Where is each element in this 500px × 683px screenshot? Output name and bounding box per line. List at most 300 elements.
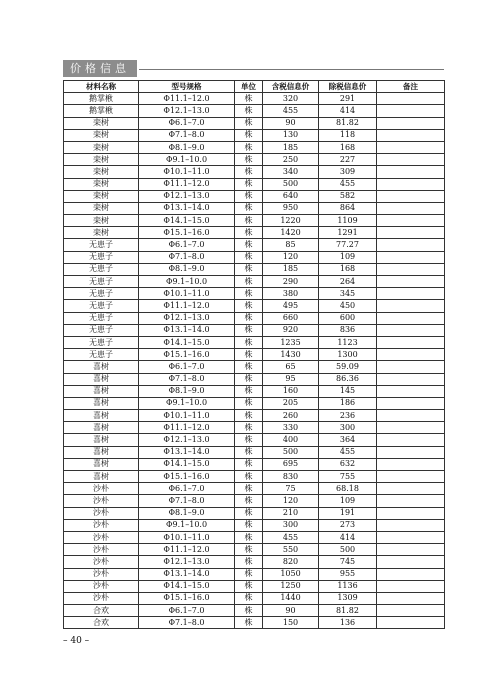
- price-excl-tax-cell: 273: [319, 519, 377, 531]
- price-excl-tax-cell: 414: [319, 531, 377, 543]
- price-incl-tax-cell: 1250: [263, 580, 319, 592]
- price-incl-tax-cell: 920: [263, 324, 319, 336]
- spec-cell: Φ11.1–12.0: [139, 300, 235, 312]
- material-name-cell: 栾树: [64, 227, 139, 239]
- spec-cell: Φ8.1–9.0: [139, 385, 235, 397]
- unit-cell: 株: [235, 324, 263, 336]
- remarks-cell: [377, 568, 445, 580]
- unit-cell: 株: [235, 617, 263, 629]
- spec-cell: Φ15.1–16.0: [139, 592, 235, 604]
- price-incl-tax-cell: 400: [263, 434, 319, 446]
- price-incl-tax-cell: 455: [263, 105, 319, 117]
- spec-cell: Φ7.1–8.0: [139, 617, 235, 629]
- price-excl-tax-cell: 168: [319, 141, 377, 153]
- table-row: [64, 556, 445, 568]
- remarks-cell: [377, 617, 445, 629]
- remarks-cell: [377, 495, 445, 507]
- remarks-cell: [377, 263, 445, 275]
- table-row: [64, 519, 445, 531]
- price-incl-tax-cell: 90: [263, 117, 319, 129]
- material-name-cell: 无患子: [64, 263, 139, 275]
- unit-cell: 株: [235, 495, 263, 507]
- remarks-cell: [377, 117, 445, 129]
- unit-cell: 株: [235, 141, 263, 153]
- price-incl-tax-cell: 640: [263, 190, 319, 202]
- price-excl-tax-cell: 264: [319, 276, 377, 288]
- unit-cell: 株: [235, 288, 263, 300]
- material-name-cell: 无患子: [64, 251, 139, 263]
- price-incl-tax-cell: 120: [263, 251, 319, 263]
- spec-cell: Φ13.1–14.0: [139, 202, 235, 214]
- spec-cell: Φ6.1–7.0: [139, 117, 235, 129]
- material-name-cell: 合欢: [64, 605, 139, 617]
- unit-cell: 株: [235, 349, 263, 361]
- table-row: [64, 422, 445, 434]
- price-excl-tax-cell: 1136: [319, 580, 377, 592]
- table-row: [64, 227, 445, 239]
- material-name-cell: 喜树: [64, 458, 139, 470]
- unit-cell: 株: [235, 251, 263, 263]
- remarks-cell: [377, 349, 445, 361]
- material-name-cell: 栾树: [64, 129, 139, 141]
- unit-cell: 株: [235, 312, 263, 324]
- price-incl-tax-cell: 210: [263, 507, 319, 519]
- table-row: [64, 215, 445, 227]
- price-incl-tax-cell: 340: [263, 166, 319, 178]
- price-incl-tax-cell: 290: [263, 276, 319, 288]
- unit-cell: 株: [235, 239, 263, 251]
- remarks-cell: [377, 202, 445, 214]
- material-name-cell: 无患子: [64, 336, 139, 348]
- table-row: [64, 312, 445, 324]
- table-row: [64, 617, 445, 629]
- unit-cell: 株: [235, 471, 263, 483]
- price-excl-tax-cell: 600: [319, 312, 377, 324]
- material-name-cell: 喜树: [64, 422, 139, 434]
- price-excl-tax-cell: 955: [319, 568, 377, 580]
- header-price-excl-tax: 除税信息价: [319, 81, 377, 93]
- price-incl-tax-cell: 550: [263, 544, 319, 556]
- price-incl-tax-cell: 160: [263, 385, 319, 397]
- unit-cell: 株: [235, 544, 263, 556]
- price-incl-tax-cell: 695: [263, 458, 319, 470]
- price-incl-tax-cell: 660: [263, 312, 319, 324]
- unit-cell: 株: [235, 215, 263, 227]
- unit-cell: 株: [235, 385, 263, 397]
- price-incl-tax-cell: 380: [263, 288, 319, 300]
- price-excl-tax-cell: 300: [319, 422, 377, 434]
- price-excl-tax-cell: 145: [319, 385, 377, 397]
- price-excl-tax-cell: 1291: [319, 227, 377, 239]
- price-excl-tax-cell: 81.82: [319, 117, 377, 129]
- price-incl-tax-cell: 185: [263, 141, 319, 153]
- spec-cell: Φ9.1–10.0: [139, 397, 235, 409]
- page-number: – 40 –: [63, 636, 90, 646]
- spec-cell: Φ6.1–7.0: [139, 361, 235, 373]
- price-excl-tax-cell: 68.18: [319, 483, 377, 495]
- table-row: [64, 373, 445, 385]
- remarks-cell: [377, 361, 445, 373]
- table-row: [64, 202, 445, 214]
- unit-cell: 株: [235, 446, 263, 458]
- price-excl-tax-cell: 81.82: [319, 605, 377, 617]
- spec-cell: Φ8.1–9.0: [139, 263, 235, 275]
- remarks-cell: [377, 336, 445, 348]
- remarks-cell: [377, 239, 445, 251]
- material-name-cell: 合欢: [64, 617, 139, 629]
- remarks-cell: [377, 519, 445, 531]
- spec-cell: Φ7.1–8.0: [139, 373, 235, 385]
- price-incl-tax-cell: 65: [263, 361, 319, 373]
- unit-cell: 株: [235, 434, 263, 446]
- remarks-cell: [377, 312, 445, 324]
- spec-cell: Φ9.1–10.0: [139, 154, 235, 166]
- spec-cell: Φ14.1–15.0: [139, 580, 235, 592]
- price-excl-tax-cell: 836: [319, 324, 377, 336]
- unit-cell: 株: [235, 93, 263, 105]
- material-name-cell: 栾树: [64, 166, 139, 178]
- price-incl-tax-cell: 1220: [263, 215, 319, 227]
- material-name-cell: 无患子: [64, 312, 139, 324]
- remarks-cell: [377, 531, 445, 543]
- material-name-cell: 栾树: [64, 215, 139, 227]
- header-spec: 型号规格: [139, 81, 235, 93]
- header-remarks: 备注: [377, 81, 445, 93]
- material-name-cell: 喜树: [64, 373, 139, 385]
- price-incl-tax-cell: 820: [263, 556, 319, 568]
- spec-cell: Φ14.1–15.0: [139, 458, 235, 470]
- unit-cell: 株: [235, 202, 263, 214]
- price-incl-tax-cell: 1440: [263, 592, 319, 604]
- spec-cell: Φ11.1–12.0: [139, 422, 235, 434]
- unit-cell: 株: [235, 568, 263, 580]
- price-incl-tax-cell: 495: [263, 300, 319, 312]
- spec-cell: Φ14.1–15.0: [139, 336, 235, 348]
- unit-cell: 株: [235, 483, 263, 495]
- price-excl-tax-cell: 59.09: [319, 361, 377, 373]
- price-incl-tax-cell: 1050: [263, 568, 319, 580]
- spec-cell: Φ13.1–14.0: [139, 446, 235, 458]
- table-row: [64, 288, 445, 300]
- table-row: [64, 276, 445, 288]
- price-excl-tax-cell: 745: [319, 556, 377, 568]
- spec-cell: Φ11.1–12.0: [139, 544, 235, 556]
- price-incl-tax-cell: 1235: [263, 336, 319, 348]
- price-excl-tax-cell: 632: [319, 458, 377, 470]
- remarks-cell: [377, 434, 445, 446]
- table-row: [64, 117, 445, 129]
- price-incl-tax-cell: 250: [263, 154, 319, 166]
- remarks-cell: [377, 324, 445, 336]
- unit-cell: 株: [235, 129, 263, 141]
- table-row: [64, 446, 445, 458]
- table-row: [64, 141, 445, 153]
- price-incl-tax-cell: 185: [263, 263, 319, 275]
- remarks-cell: [377, 93, 445, 105]
- spec-cell: Φ10.1–11.0: [139, 531, 235, 543]
- material-name-cell: 喜树: [64, 385, 139, 397]
- section-header: [63, 60, 444, 78]
- spec-cell: Φ12.1–13.0: [139, 312, 235, 324]
- spec-cell: Φ13.1–14.0: [139, 568, 235, 580]
- unit-cell: 株: [235, 605, 263, 617]
- remarks-cell: [377, 190, 445, 202]
- price-excl-tax-cell: 168: [319, 263, 377, 275]
- unit-cell: 株: [235, 300, 263, 312]
- table-row: [64, 410, 445, 422]
- remarks-cell: [377, 471, 445, 483]
- remarks-cell: [377, 446, 445, 458]
- spec-cell: Φ9.1–10.0: [139, 276, 235, 288]
- unit-cell: 株: [235, 166, 263, 178]
- remarks-cell: [377, 410, 445, 422]
- price-excl-tax-cell: 414: [319, 105, 377, 117]
- remarks-cell: [377, 397, 445, 409]
- price-excl-tax-cell: 118: [319, 129, 377, 141]
- remarks-cell: [377, 300, 445, 312]
- unit-cell: 株: [235, 190, 263, 202]
- table-row: [64, 93, 445, 105]
- table-row: [64, 349, 445, 361]
- material-name-cell: 喜树: [64, 434, 139, 446]
- spec-cell: Φ10.1–11.0: [139, 410, 235, 422]
- material-name-cell: 喜树: [64, 471, 139, 483]
- price-incl-tax-cell: 300: [263, 519, 319, 531]
- table-row: [64, 251, 445, 263]
- price-incl-tax-cell: 120: [263, 495, 319, 507]
- unit-cell: 株: [235, 422, 263, 434]
- unit-cell: 株: [235, 276, 263, 288]
- unit-cell: 株: [235, 178, 263, 190]
- table-row: [64, 471, 445, 483]
- spec-cell: Φ12.1–13.0: [139, 434, 235, 446]
- price-incl-tax-cell: 830: [263, 471, 319, 483]
- remarks-cell: [377, 580, 445, 592]
- price-excl-tax-cell: 77.27: [319, 239, 377, 251]
- unit-cell: 株: [235, 458, 263, 470]
- price-excl-tax-cell: 345: [319, 288, 377, 300]
- spec-cell: Φ6.1–7.0: [139, 483, 235, 495]
- price-excl-tax-cell: 364: [319, 434, 377, 446]
- spec-cell: Φ9.1–10.0: [139, 519, 235, 531]
- material-name-cell: 沙朴: [64, 531, 139, 543]
- material-name-cell: 栾树: [64, 202, 139, 214]
- material-name-cell: 栾树: [64, 154, 139, 166]
- table-row: [64, 592, 445, 604]
- remarks-cell: [377, 105, 445, 117]
- spec-cell: Φ12.1–13.0: [139, 190, 235, 202]
- spec-cell: Φ13.1–14.0: [139, 324, 235, 336]
- table-body: [64, 93, 445, 629]
- spec-cell: Φ7.1–8.0: [139, 129, 235, 141]
- unit-cell: 株: [235, 361, 263, 373]
- price-excl-tax-cell: 86.36: [319, 373, 377, 385]
- spec-cell: Φ14.1–15.0: [139, 215, 235, 227]
- section-divider: [139, 69, 444, 70]
- price-incl-tax-cell: 500: [263, 178, 319, 190]
- unit-cell: 株: [235, 263, 263, 275]
- table-row: [64, 507, 445, 519]
- table-row: [64, 434, 445, 446]
- table-row: [64, 263, 445, 275]
- material-name-cell: 喜树: [64, 397, 139, 409]
- unit-cell: 株: [235, 410, 263, 422]
- remarks-cell: [377, 605, 445, 617]
- material-name-cell: 沙朴: [64, 544, 139, 556]
- price-incl-tax-cell: 75: [263, 483, 319, 495]
- material-name-cell: 喜树: [64, 446, 139, 458]
- price-incl-tax-cell: 500: [263, 446, 319, 458]
- table-row: [64, 239, 445, 251]
- table-row: [64, 361, 445, 373]
- price-excl-tax-cell: 582: [319, 190, 377, 202]
- unit-cell: 株: [235, 227, 263, 239]
- header-material-name: 材料名称: [64, 81, 139, 93]
- spec-cell: Φ11.1–12.0: [139, 178, 235, 190]
- remarks-cell: [377, 166, 445, 178]
- unit-cell: 株: [235, 373, 263, 385]
- unit-cell: 株: [235, 556, 263, 568]
- material-name-cell: 沙朴: [64, 495, 139, 507]
- spec-cell: Φ8.1–9.0: [139, 507, 235, 519]
- spec-cell: Φ12.1–13.0: [139, 556, 235, 568]
- material-name-cell: 无患子: [64, 276, 139, 288]
- table-row: [64, 580, 445, 592]
- material-name-cell: 沙朴: [64, 592, 139, 604]
- price-excl-tax-cell: 291: [319, 93, 377, 105]
- material-name-cell: 沙朴: [64, 507, 139, 519]
- material-name-cell: 无患子: [64, 239, 139, 251]
- price-excl-tax-cell: 455: [319, 178, 377, 190]
- price-incl-tax-cell: 950: [263, 202, 319, 214]
- spec-cell: Φ15.1–16.0: [139, 227, 235, 239]
- price-excl-tax-cell: 864: [319, 202, 377, 214]
- price-incl-tax-cell: 95: [263, 373, 319, 385]
- unit-cell: 株: [235, 336, 263, 348]
- remarks-cell: [377, 288, 445, 300]
- remarks-cell: [377, 458, 445, 470]
- material-name-cell: 喜树: [64, 361, 139, 373]
- price-excl-tax-cell: 186: [319, 397, 377, 409]
- header-unit: 单位: [235, 81, 263, 93]
- price-table: [63, 80, 445, 629]
- section-title: 价格信息: [63, 60, 137, 77]
- material-name-cell: 栾树: [64, 178, 139, 190]
- table-row: [64, 483, 445, 495]
- table-row: [64, 105, 445, 117]
- remarks-cell: [377, 178, 445, 190]
- remarks-cell: [377, 592, 445, 604]
- table-row: [64, 336, 445, 348]
- table-row: [64, 129, 445, 141]
- remarks-cell: [377, 129, 445, 141]
- material-name-cell: 沙朴: [64, 483, 139, 495]
- remarks-cell: [377, 373, 445, 385]
- spec-cell: Φ6.1–7.0: [139, 605, 235, 617]
- unit-cell: 株: [235, 507, 263, 519]
- material-name-cell: 无患子: [64, 324, 139, 336]
- price-excl-tax-cell: 1123: [319, 336, 377, 348]
- spec-cell: Φ12.1–13.0: [139, 105, 235, 117]
- spec-cell: Φ8.1–9.0: [139, 141, 235, 153]
- price-incl-tax-cell: 455: [263, 531, 319, 543]
- unit-cell: 株: [235, 592, 263, 604]
- material-name-cell: 沙朴: [64, 519, 139, 531]
- spec-cell: Φ6.1–7.0: [139, 239, 235, 251]
- price-excl-tax-cell: 1300: [319, 349, 377, 361]
- material-name-cell: 沙朴: [64, 568, 139, 580]
- remarks-cell: [377, 385, 445, 397]
- material-name-cell: 沙朴: [64, 580, 139, 592]
- material-name-cell: 栾树: [64, 190, 139, 202]
- material-name-cell: 无患子: [64, 349, 139, 361]
- price-incl-tax-cell: 260: [263, 410, 319, 422]
- material-name-cell: 喜树: [64, 410, 139, 422]
- price-incl-tax-cell: 1420: [263, 227, 319, 239]
- price-excl-tax-cell: 1109: [319, 215, 377, 227]
- table-row: [64, 178, 445, 190]
- remarks-cell: [377, 507, 445, 519]
- table-row: [64, 190, 445, 202]
- table-row: [64, 385, 445, 397]
- price-incl-tax-cell: 1430: [263, 349, 319, 361]
- price-excl-tax-cell: 136: [319, 617, 377, 629]
- price-incl-tax-cell: 150: [263, 617, 319, 629]
- table-row: [64, 397, 445, 409]
- remarks-cell: [377, 556, 445, 568]
- unit-cell: 株: [235, 105, 263, 117]
- remarks-cell: [377, 154, 445, 166]
- table-row: [64, 458, 445, 470]
- spec-cell: Φ7.1–8.0: [139, 251, 235, 263]
- table-row: [64, 544, 445, 556]
- price-excl-tax-cell: 236: [319, 410, 377, 422]
- spec-cell: Φ15.1–16.0: [139, 349, 235, 361]
- remarks-cell: [377, 276, 445, 288]
- spec-cell: Φ15.1–16.0: [139, 471, 235, 483]
- material-name-cell: 栾树: [64, 141, 139, 153]
- price-incl-tax-cell: 320: [263, 93, 319, 105]
- remarks-cell: [377, 483, 445, 495]
- material-name-cell: 沙朴: [64, 556, 139, 568]
- table-row: [64, 300, 445, 312]
- remarks-cell: [377, 227, 445, 239]
- unit-cell: 株: [235, 580, 263, 592]
- table-row: [64, 568, 445, 580]
- price-excl-tax-cell: 191: [319, 507, 377, 519]
- material-name-cell: 栾树: [64, 117, 139, 129]
- spec-cell: Φ10.1–11.0: [139, 288, 235, 300]
- remarks-cell: [377, 544, 445, 556]
- remarks-cell: [377, 141, 445, 153]
- price-incl-tax-cell: 130: [263, 129, 319, 141]
- price-excl-tax-cell: 450: [319, 300, 377, 312]
- material-name-cell: 无患子: [64, 288, 139, 300]
- table-header-row: [64, 81, 445, 93]
- remarks-cell: [377, 251, 445, 263]
- price-incl-tax-cell: 330: [263, 422, 319, 434]
- price-excl-tax-cell: 1309: [319, 592, 377, 604]
- remarks-cell: [377, 422, 445, 434]
- material-name-cell: 鹅掌楸: [64, 105, 139, 117]
- unit-cell: 株: [235, 154, 263, 166]
- spec-cell: Φ11.1–12.0: [139, 93, 235, 105]
- price-excl-tax-cell: 109: [319, 251, 377, 263]
- table-row: [64, 166, 445, 178]
- price-excl-tax-cell: 227: [319, 154, 377, 166]
- unit-cell: 株: [235, 117, 263, 129]
- price-excl-tax-cell: 755: [319, 471, 377, 483]
